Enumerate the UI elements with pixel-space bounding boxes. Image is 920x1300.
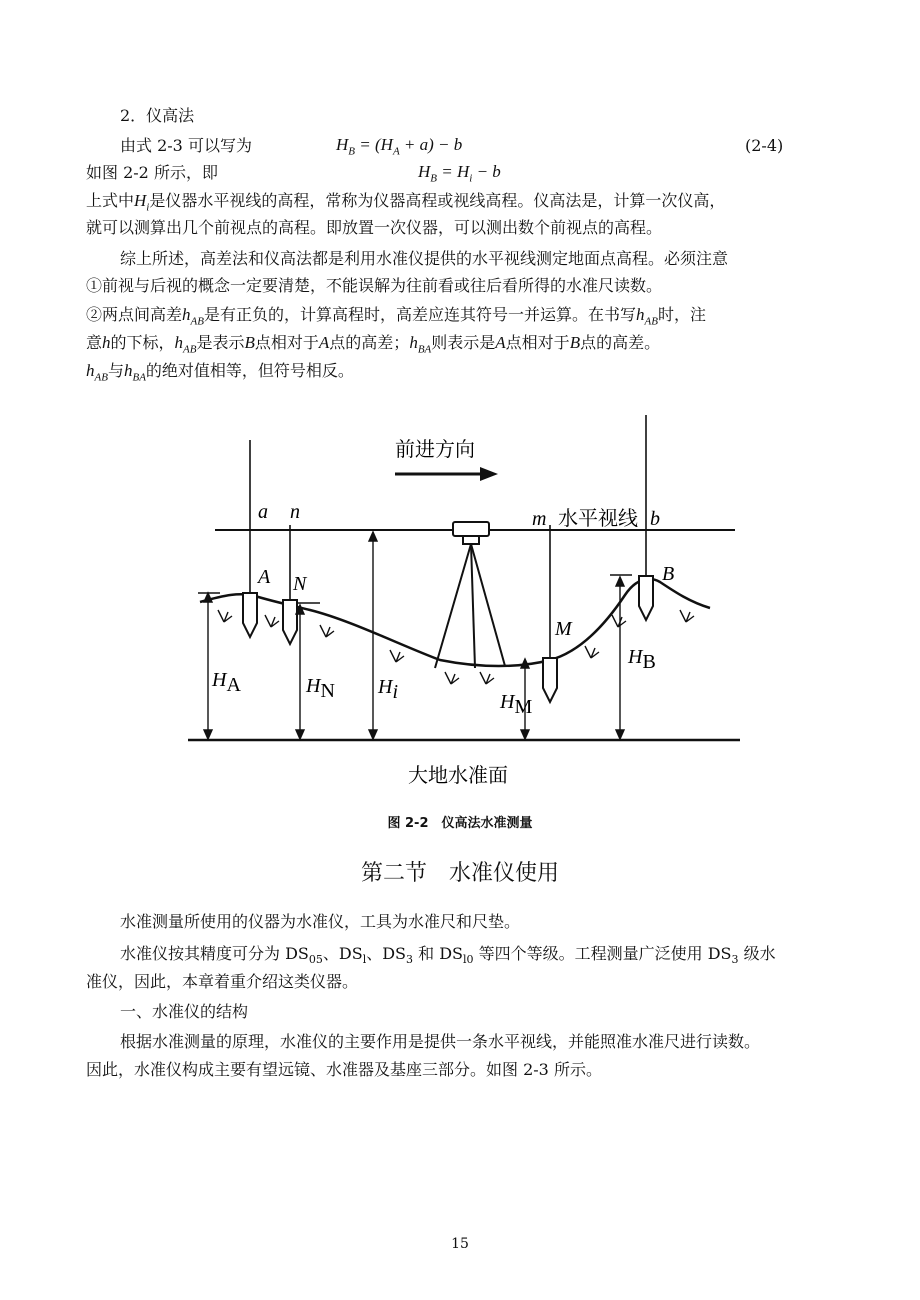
section-heading: 第二节 水准仪使用 [360, 861, 559, 886]
note4-a: 与 [107, 361, 124, 380]
page-number: 15 [451, 1236, 469, 1252]
a-symbol-2: A [495, 333, 506, 352]
label-b: b [650, 508, 660, 530]
para1-a: 上式中 [86, 191, 135, 210]
note2-b: 是有正负的，计算高程时，高差应连其符号一并运算。在书写 [203, 305, 636, 324]
note3-f: 则表示是 [431, 333, 496, 352]
point-m-label: M [555, 618, 572, 640]
note4 [86, 359, 354, 389]
ha-label: HA [212, 669, 241, 696]
hba-symbol-2: $h_{BA}$ [123, 361, 146, 384]
point-n-label: N [293, 573, 307, 595]
label-n: n [290, 501, 300, 523]
eq1-text: $H_B = (H_A + a) - b$ [336, 135, 463, 158]
note3-b: 的下标， [110, 333, 175, 352]
p2-f: 级水 [738, 944, 776, 963]
body-p3-line2: 因此，水准仪构成主要有望远镜、水准器及基座三部分。如图 2-3 所示。 [86, 1060, 602, 1079]
datum-label: 大地水准面 [408, 763, 508, 787]
hab-symbol-4: $h_{AB}$ [86, 361, 108, 384]
p2-e: 等四个等级。工程测量广泛使用 DS [473, 944, 732, 963]
point-a-label: A [258, 566, 271, 588]
leveling-diagram [180, 410, 750, 805]
note2 [86, 303, 706, 333]
body-p2-line2: 准仪，因此，本章着重介绍这类仪器。 [86, 972, 359, 991]
direction-label: 前进方向 [395, 437, 475, 461]
p2-sub2: l [362, 953, 367, 967]
hab-symbol-3: $h_{AB}$ [174, 333, 197, 356]
hab-symbol-2: $h_{AB}$ [635, 305, 658, 328]
equation-number: (2-4) [745, 136, 784, 155]
p2-b: 、DS [322, 944, 363, 963]
note2-a: ②两点间高差 [86, 305, 183, 324]
eq1-intro: 由式 2-3 可以写为 [120, 136, 252, 155]
note4-b: 的绝对值相等，但符号相反。 [145, 361, 354, 380]
section-title: 2．仪高法 [120, 106, 195, 125]
hi-symbol: $H_i$ [134, 191, 150, 214]
note3-d: 点相对于 [254, 333, 319, 352]
p2-sub4: l0 [462, 953, 474, 967]
body-p3-line1: 根据水准测量的原理，水准仪的主要作用是提供一条水平视线，并能照准水准尺进行读数。 [120, 1032, 761, 1051]
note3-g: 点相对于 [505, 333, 570, 352]
p2-sub3: 3 [406, 953, 414, 967]
eq2-text: $H_B = H_i - b$ [418, 162, 501, 185]
note3-e: 点的高差； [329, 333, 410, 352]
note3 [86, 331, 660, 361]
p2-sub1: 05 [308, 953, 323, 967]
b-symbol: B [244, 333, 255, 352]
note1: ①前视与后视的概念一定要清楚，不能误解为往前看或往后看所得的水准尺读数。 [86, 276, 663, 295]
hba-symbol: $h_{BA}$ [409, 333, 432, 356]
para2: 综上所述，高差法和仪高法都是利用水准仪提供的水平视线测定地面点高程。必须注意 [120, 249, 729, 268]
level-instrument [435, 522, 505, 668]
sub-heading: 一、水准仪的结构 [120, 1002, 249, 1021]
note3-h: 点的高差。 [580, 333, 661, 352]
note2-c: 时，注 [657, 305, 706, 324]
hm-label: HM [500, 691, 533, 718]
body-p1: 水准测量所使用的仪器为水准仪，工具为水准尺和尺垫。 [120, 912, 521, 931]
a-symbol: A [318, 333, 330, 352]
equation-2-4 [336, 133, 462, 163]
equation-hb [418, 160, 501, 190]
point-b-label: B [662, 563, 675, 585]
para1-line1 [86, 189, 725, 219]
b-symbol-2: B [569, 333, 581, 352]
note3-a: 意 [86, 333, 103, 352]
note3-c: 是表示 [196, 333, 245, 352]
figure-caption: 图 2-2 仪高法水准测量 [387, 816, 533, 831]
eq2-intro: 如图 2-2 所示，即 [86, 163, 218, 182]
p2-sub5: 3 [731, 953, 739, 967]
para1-b: 是仪器水平视线的高程，常称为仪器高程或视线高程。仪高法是，计算一次仪高， [149, 191, 726, 210]
label-m: m [532, 508, 547, 530]
hb-label: HB [628, 646, 656, 673]
p2-a: 水准仪按其精度可分为 DS [120, 944, 309, 963]
sight-line-label: 水平视线 [558, 506, 638, 530]
h-symbol: h [102, 333, 111, 352]
hi-label: Hi [378, 676, 399, 703]
p2-d: 和 DS [413, 944, 463, 963]
para1-line2: 就可以测算出几个前视点的高程。即放置一次仪器，可以测出数个前视点的高程。 [86, 218, 663, 237]
body-p2 [120, 942, 776, 972]
direction-arrow-head [480, 467, 498, 481]
p2-c: 、DS [366, 944, 407, 963]
hab-symbol: $h_{AB}$ [182, 305, 204, 328]
hn-label: HN [306, 675, 335, 702]
label-a: a [258, 501, 268, 523]
